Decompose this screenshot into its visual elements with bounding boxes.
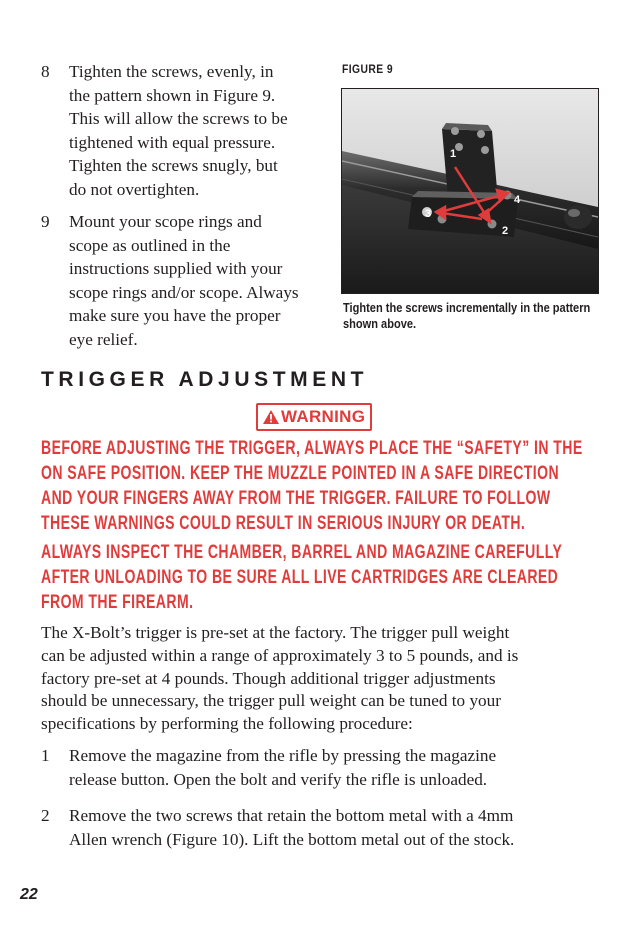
step-line: instructions supplied with your xyxy=(69,259,283,279)
section-title: TRIGGER ADJUSTMENT xyxy=(41,368,369,391)
figure-caption xyxy=(343,300,594,332)
figure-label: 2 xyxy=(502,225,509,237)
figure-label: 1 xyxy=(450,148,457,160)
warning-paragraph xyxy=(41,540,588,615)
step-text xyxy=(69,744,611,791)
step-line: scope rings and/or scope. Always xyxy=(69,282,299,302)
step-8 xyxy=(41,60,341,202)
scope-mount-illustration xyxy=(342,89,598,293)
step-line: release button. Open the bolt and verify the rifle is unloaded. xyxy=(69,769,488,789)
step-text xyxy=(69,804,611,851)
warning-line: THESE WARNINGS COULD RESULT IN SERIOUS INJURY OR DEATH. xyxy=(41,512,526,534)
warning-triangle-icon xyxy=(263,410,279,424)
body-line: should be unnecessary, the trigger pull weight can be tuned to your xyxy=(41,691,501,711)
step-line: Remove the two screws that retain the bottom metal with a 4mm xyxy=(69,806,514,825)
warning-line: AFTER UNLOADING TO BE SURE ALL LIVE CARTRIDGES ARE CLEARED xyxy=(41,566,559,588)
step-line: Tighten the screws snugly, but xyxy=(69,156,278,176)
step-text xyxy=(69,60,341,202)
body-paragraph xyxy=(41,622,601,736)
step-line: Allen wrench (Figure 10). Lift the bottom metal out of the stock. xyxy=(69,829,515,849)
body-line: The X-Bolt’s trigger is pre-set at the factory. The trigger pull weight xyxy=(41,623,510,642)
step-1 xyxy=(41,744,611,791)
step-line: scope as outlined in the xyxy=(69,235,231,255)
step-line: make sure you have the proper xyxy=(69,306,281,326)
step-line: the pattern shown in Figure 9. xyxy=(69,85,276,105)
warning-line: ON SAFE POSITION. KEEP THE MUZZLE POINTED IN A SAFE DIRECTION xyxy=(41,462,560,484)
page-number: 22 xyxy=(20,886,38,903)
body-line: factory pre-set at 4 pounds. Though additional trigger adjustments xyxy=(41,668,496,688)
warning-line: ALWAYS INSPECT THE CHAMBER, BARREL AND MAGAZINE CAREFULLY xyxy=(41,541,563,563)
warning-line: AND YOUR FINGERS AWAY FROM THE TRIGGER. FAILURE TO FOLLOW xyxy=(41,487,551,509)
caption-line: shown above. xyxy=(343,316,417,331)
warning-label: WARNING xyxy=(281,407,366,426)
body-line: specifications by performing the following procedure: xyxy=(41,714,413,734)
step-2 xyxy=(41,804,611,851)
step-number: 1 xyxy=(41,746,50,765)
step-number: 9 xyxy=(41,212,50,231)
step-number: 8 xyxy=(41,62,50,81)
step-line: do not overtighten. xyxy=(69,179,200,199)
body-line: can be adjusted within a range of approximately 3 to 5 pounds, and is xyxy=(41,645,519,665)
step-line: Tighten the screws, evenly, in xyxy=(69,62,274,81)
warning-badge xyxy=(256,403,372,431)
figure-9-photo xyxy=(341,88,599,294)
warning-line: BEFORE ADJUSTING THE TRIGGER, ALWAYS PLACE THE “SAFETY” IN THE xyxy=(41,437,583,459)
figure-label: 4 xyxy=(514,194,521,206)
step-text xyxy=(69,210,341,352)
step-9 xyxy=(41,210,341,352)
warning-line: FROM THE FIREARM. xyxy=(41,591,194,613)
step-number: 2 xyxy=(41,806,50,825)
warning-paragraph xyxy=(41,436,588,536)
step-line: This will allow the screws to be xyxy=(69,109,288,129)
step-line: Remove the magazine from the rifle by pressing the magazine xyxy=(69,746,497,765)
step-line: eye relief. xyxy=(69,329,138,349)
caption-line: Tighten the screws incrementally in the pattern xyxy=(343,300,591,315)
figure-title: FIGURE 9 xyxy=(342,62,394,76)
step-line: Mount your scope rings and xyxy=(69,212,262,231)
figure-label: 3 xyxy=(425,208,432,220)
step-line: tightened with equal pressure. xyxy=(69,132,276,152)
